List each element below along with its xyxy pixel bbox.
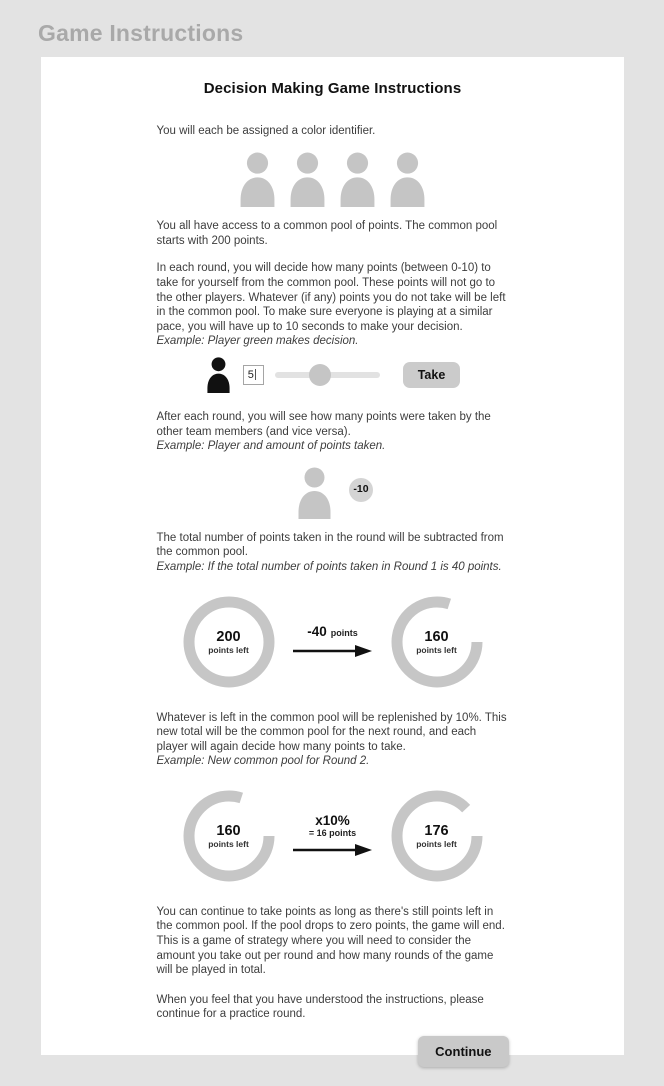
paragraph-round-rules: In each round, you will decide how many points (between 0-10) to take for yourself from the common pool. These points will not go to the other players. Whatever (if any) points you do not take will be left in the common pool. To make sure everyone is playing at a similar pace, you will have up to 10 seconds to make your decision. — [156, 262, 506, 333]
instructions-card — [41, 57, 624, 1060]
example-round1-total: Example: If the total number of points taken in Round 1 is 40 points. — [156, 560, 502, 573]
continue-button[interactable]: Continue — [418, 1036, 508, 1067]
paragraph-subtracted: The total number of points taken in the round will be subtracted from the common pool. — [156, 531, 504, 559]
points-taken-example — [157, 467, 509, 519]
person-icon — [237, 152, 278, 207]
paragraph-continue-note: When you feel that you have understood the instructions, please continue for a practice round. — [156, 993, 484, 1021]
paragraph-strategy: You can continue to take points as long as there's still points left in the common pool. If the pool drops to zero points, the game will end. This is a game of strategy where you will need to consider the amount you take out per round and how many rounds of the game will be played in total. — [156, 905, 505, 977]
pool-label: points left — [416, 838, 457, 849]
person-icon — [292, 467, 337, 519]
slider-handle[interactable] — [309, 364, 331, 386]
pool-value: 160 — [424, 628, 449, 645]
person-icon — [205, 357, 232, 393]
pool-ring-after — [391, 596, 483, 688]
pool-ring-after — [391, 790, 483, 882]
paragraph-common-pool: You all have access to a common pool of points. The common pool starts with 200 points. — [156, 220, 498, 247]
pool-label: points left — [208, 838, 249, 849]
player-icons-row — [157, 152, 509, 207]
example-round2-pool: Example: New common pool for Round 2. — [156, 755, 370, 768]
person-icon — [337, 152, 378, 207]
person-icon — [287, 152, 328, 207]
pool-ring-before — [183, 790, 275, 882]
diagram-arrow-block — [291, 814, 375, 857]
person-icon — [387, 152, 428, 207]
right-arrow-icon — [293, 644, 373, 658]
pool-value: 200 — [216, 628, 241, 645]
card-title: Decision Making Game Instructions — [203, 80, 462, 97]
pool-diagram-round1 — [157, 596, 509, 688]
pool-ring-before — [183, 596, 275, 688]
arrow-sub-label: points — [330, 628, 358, 638]
arrow-main-label: -40 — [307, 624, 327, 639]
points-input[interactable] — [243, 365, 264, 385]
points-slider[interactable] — [275, 364, 380, 386]
paragraph-color-identifier: You will each be assigned a color identifier. — [156, 124, 376, 137]
example-points-taken: Example: Player and amount of points taken. — [156, 440, 386, 453]
take-button[interactable]: Take — [403, 362, 461, 388]
example-decision: Example: Player green makes decision. — [156, 335, 359, 348]
arrow-sub-label: = 16 points — [308, 828, 357, 839]
pool-label: points left — [416, 644, 457, 655]
text-cursor — [255, 369, 256, 380]
points-input-value: 5 — [247, 368, 254, 381]
pool-diagram-round2 — [157, 790, 509, 882]
diagram-arrow-block — [291, 625, 375, 658]
take-example-row — [157, 357, 509, 393]
paragraph-after-round: After each round, you will see how many points were taken by the other team members (and vice versa). — [156, 410, 491, 438]
page-title: Game Instructions — [38, 20, 244, 46]
pool-value: 160 — [216, 822, 241, 839]
pool-value: 176 — [424, 822, 449, 839]
points-taken-badge: -10 — [349, 478, 373, 502]
arrow-main-label: x10% — [315, 813, 350, 829]
right-arrow-icon — [293, 843, 373, 857]
pool-label: points left — [208, 644, 249, 655]
paragraph-replenish: Whatever is left in the common pool will be replenished by 10%. This new total will be the common pool for the next round, and each player will again decide how many points to take. — [156, 711, 507, 753]
